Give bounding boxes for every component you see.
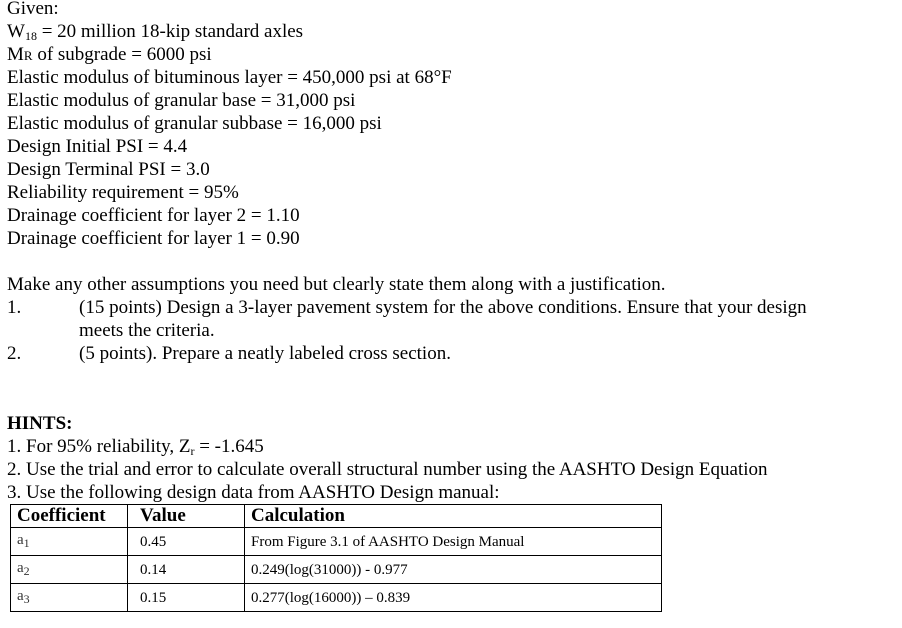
- given-line-terminal-psi: Design Terminal PSI = 3.0: [7, 159, 210, 180]
- coefficient-table: [10, 504, 662, 612]
- given-line-bituminous-modulus: Elastic modulus of bituminous layer = 450,000 psi at 68°F: [7, 67, 452, 88]
- header-calculation: Calculation: [245, 505, 662, 528]
- value-cell: 0.15: [128, 584, 245, 612]
- mr-subscript: R: [23, 48, 33, 63]
- mr-symbol: M: [7, 44, 24, 65]
- coef-subscript: 2: [23, 564, 30, 578]
- table-row: [11, 528, 662, 556]
- given-mr-line: [7, 43, 212, 67]
- given-line-drainage-layer2: Drainage coefficient for layer 2 = 1.10: [7, 205, 300, 226]
- hint-3: 3. Use the following design data from AASHTO Design manual:: [7, 482, 500, 503]
- value-cell: 0.45: [128, 528, 245, 556]
- calc-cell: From Figure 3.1 of AASHTO Design Manual: [245, 528, 662, 556]
- coef-cell: [11, 528, 128, 556]
- hints-heading: HINTS:: [7, 413, 73, 434]
- table-row: [11, 584, 662, 612]
- hint-2: 2. Use the trial and error to calculate overall structural number using the AASHTO Design Equation: [7, 459, 768, 480]
- given-line-base-modulus: Elastic modulus of granular base = 31,000 psi: [7, 90, 356, 111]
- instructions-intro: Make any other assumptions you need but clearly state them along with a justification.: [7, 274, 666, 295]
- value-cell: 0.14: [128, 556, 245, 584]
- given-heading: Given:: [7, 0, 59, 19]
- coef-symbol: a: [17, 588, 24, 604]
- item-1-line1: (15 points) Design a 3-layer pavement system for the above conditions. Ensure that your design: [79, 297, 807, 318]
- coef-symbol: a: [17, 532, 24, 548]
- given-line-initial-psi: Design Initial PSI = 4.4: [7, 136, 188, 157]
- item-1-number: 1.: [7, 297, 22, 318]
- calc-cell: 0.277(log(16000)) – 0.839: [245, 584, 662, 612]
- mr-text: of subgrade = 6000 psi: [32, 44, 212, 65]
- coef-symbol: a: [17, 560, 24, 576]
- table-header-row: [11, 505, 662, 528]
- item-2-number: 2.: [7, 343, 22, 364]
- w18-subscript: 18: [24, 29, 37, 43]
- hint-1-suffix: = -1.645: [194, 436, 264, 457]
- w18-symbol: W: [7, 21, 25, 42]
- item-2-line1: (5 points). Prepare a neatly labeled cross section.: [79, 343, 451, 364]
- given-line-drainage-layer1: Drainage coefficient for layer 1 = 0.90: [7, 228, 300, 249]
- calc-cell: 0.249(log(31000)) - 0.977: [245, 556, 662, 584]
- coef-cell: [11, 556, 128, 584]
- header-value: Value: [128, 505, 245, 528]
- coef-subscript: 3: [23, 592, 30, 606]
- coef-subscript: 1: [23, 536, 30, 550]
- hint-1-subscript: r: [190, 444, 195, 458]
- coef-cell: [11, 584, 128, 612]
- given-line-reliability: Reliability requirement = 95%: [7, 182, 239, 203]
- hint-1-prefix: 1. For 95% reliability, Z: [7, 436, 191, 457]
- header-coefficient: Coefficient: [11, 505, 128, 528]
- table-row: [11, 556, 662, 584]
- w18-text: = 20 million 18-kip standard axles: [36, 21, 304, 42]
- item-1-line2: meets the criteria.: [79, 320, 215, 341]
- given-line-subbase-modulus: Elastic modulus of granular subbase = 16,000 psi: [7, 113, 382, 134]
